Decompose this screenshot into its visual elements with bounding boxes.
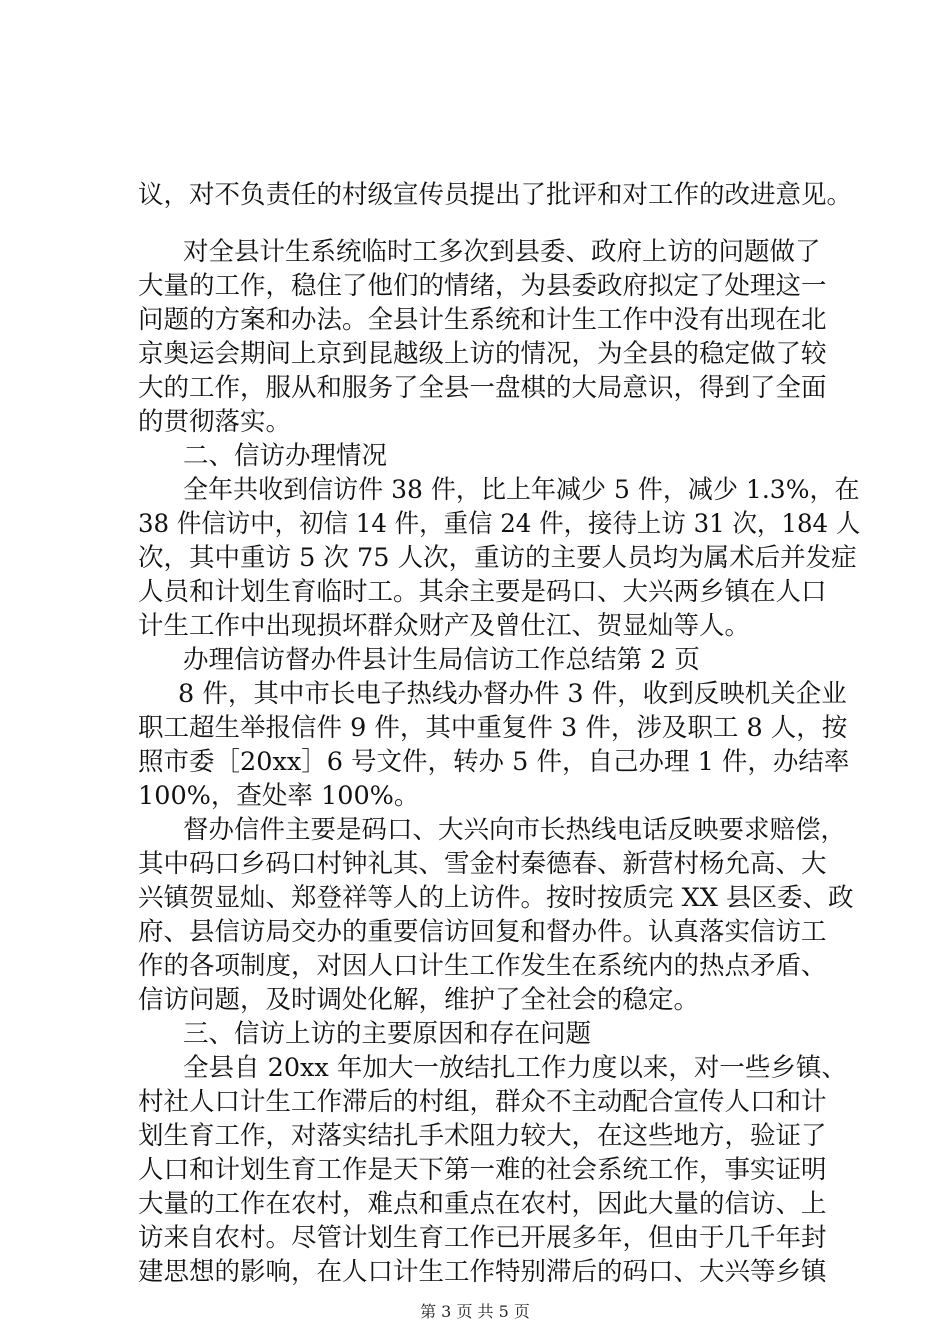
text-line: 大量的工作，稳住了他们的情绪，为县委政府拟定了处理这一	[138, 271, 827, 301]
section-heading: 二、信访办理情况	[183, 441, 388, 471]
text-line: 作的各项制度，对因人口计生工作发生在系统内的热点矛盾、	[138, 951, 827, 981]
page-number: 第 3 页 共 5 页	[420, 1302, 530, 1321]
text-line: 问题的方案和办法。全县计生系统和计生工作中没有出现在北	[138, 305, 827, 335]
text-line: 38 件信访中，初信 14 件，重信 24 件，接待上访 31 次，184 人	[138, 509, 861, 539]
text-line: 兴镇贺显灿、郑登祥等人的上访件。按时按质完 XX 县区委、政	[138, 883, 854, 913]
text-line: 人口和计划生育工作是天下第一难的社会系统工作，事实证明	[138, 1155, 827, 1185]
text-line: 大的工作，服从和服务了全县一盘棋的大局意识，得到了全面	[138, 373, 827, 403]
text-line: 信访问题，及时调处化解，维护了全社会的稳定。	[138, 985, 700, 1015]
text-line: 大量的工作在农村，难点和重点在农村，因此大量的信访、上	[138, 1189, 827, 1219]
text-line: 全年共收到信访件 38 件，比上年减少 5 件，减少 1.3%，在	[183, 475, 860, 505]
text-line: 建思想的影响，在人口计生工作特别滞后的码口、大兴等乡镇	[138, 1257, 827, 1287]
text-line: 访来自农村。尽管计划生育工作已开展多年，但由于几千年封	[138, 1223, 827, 1253]
text-line: 京奥运会期间上京到昆越级上访的情况，为全县的稳定做了较	[138, 339, 827, 369]
text-line: 全县自 20xx 年加大一放结扎工作力度以来，对一些乡镇、	[183, 1053, 847, 1083]
text-line: 次，其中重访 5 次 75 人次，重访的主要人员均为属术后并发症	[138, 543, 857, 573]
text-line: 府、县信访局交办的重要信访回复和督办件。认真落实信访工	[138, 917, 827, 947]
text-line: 计生工作中出现损坏群众财产及曾仕江、贺显灿等人。	[138, 611, 751, 641]
text-line: 8 件，其中市长电子热线办督办件 3 件，收到反映机关企业	[178, 679, 847, 709]
text-line: 办理信访督办件县计生局信访工作总结第 2 页	[183, 645, 700, 675]
text-line: 照市委［20xx］6 号文件，转办 5 件，自己办理 1 件，办结率	[138, 747, 850, 777]
section-heading: 三、信访上访的主要原因和存在问题	[183, 1019, 592, 1049]
text-line: 划生育工作，对落实结扎手术阻力较大，在这些地方，验证了	[138, 1121, 827, 1151]
text-line: 人员和计划生育临时工。其余主要是码口、大兴两乡镇在人口	[138, 577, 827, 607]
text-line: 其中码口乡码口村钟礼其、雪金村秦德春、新营村杨允高、大	[138, 849, 827, 879]
text-line: 议，对不负责任的村级宣传员提出了批评和对工作的改进意见。	[138, 180, 853, 210]
text-line: 对全县计生系统临时工多次到县委、政府上访的问题做了	[183, 237, 821, 267]
text-line: 职工超生举报信件 9 件，其中重复件 3 件，涉及职工 8 人，按	[138, 713, 848, 743]
text-line: 督办信件主要是码口、大兴向市长热线电话反映要求赔偿，	[183, 815, 847, 845]
text-line: 的贯彻落实。	[138, 407, 292, 437]
text-line: 村社人口计生工作滞后的村组，群众不主动配合宣传人口和计	[138, 1087, 827, 1117]
text-line: 100%，查处率 100%。	[138, 781, 420, 811]
